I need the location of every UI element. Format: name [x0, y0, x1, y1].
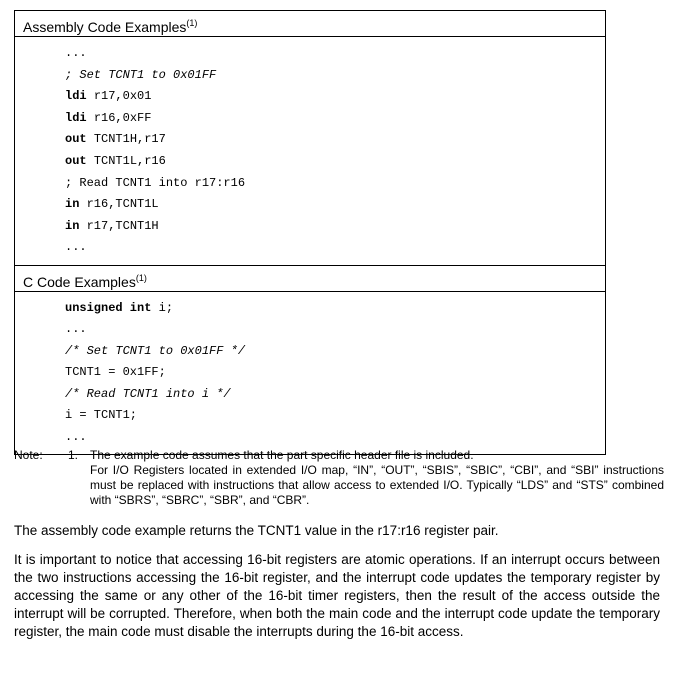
assembly-header: [15, 11, 605, 37]
code-line: [65, 341, 605, 363]
c-code-header: [15, 266, 605, 292]
code-line: in r16,TCNT1L: [65, 197, 159, 212]
code-line: TCNT1 = 0x1FF;: [65, 365, 166, 380]
code-keyword: unsigned int: [65, 300, 152, 315]
note-number: 1.: [68, 448, 79, 462]
code-line: [65, 384, 605, 406]
assembly-footnote-ref: (1): [186, 18, 198, 28]
footnote: [14, 448, 664, 508]
code-mnemonic: in: [65, 218, 80, 233]
note-label: Note:: [14, 448, 43, 462]
code-mnemonic: out: [65, 153, 87, 168]
code-mnemonic: ldi: [65, 89, 87, 104]
code-comment: /* Set TCNT1 to 0x01FF */: [65, 343, 246, 358]
assembly-code-block: [15, 37, 605, 266]
code-line: ...: [65, 46, 87, 60]
code-line: i = TCNT1;: [65, 408, 138, 423]
code-mnemonic: out: [65, 132, 87, 147]
code-mnemonic: ldi: [65, 110, 87, 125]
c-code-header-label: C Code Examples: [23, 273, 136, 290]
code-line: ldi r17,0x01: [65, 89, 152, 104]
c-code-footnote-ref: (1): [135, 272, 147, 283]
note-line-1: The example code assumes that the part specific header file is included.: [90, 448, 474, 462]
code-examples-table: [14, 10, 606, 455]
paragraph-2: It is important to notice that accessing 16-bit registers are atomic operations. If an interrupt occurs between the two instructions accessing the 16-bit register, and the interrupt code updates the temporary register by accessing the same or any other of the 16-bit timer registers, then the result of the access outside the interrupt will be corrupted. Therefore, when both the main code and the interrupt code update the temporary register, the main code must disable the interrupts during the 16-bit access.: [14, 552, 660, 639]
code-line: in r17,TCNT1H: [65, 218, 159, 233]
code-line: out TCNT1L,r16: [65, 153, 166, 168]
code-comment: /* Read TCNT1 into i */: [65, 386, 231, 401]
code-mnemonic: in: [65, 197, 80, 212]
assembly-header-label: Assembly Code Examples: [23, 19, 187, 35]
paragraph-1: The assembly code example returns the TCNT1 value in the r17:r16 register pair.: [14, 523, 499, 538]
code-line: ldi r16,0xFF: [65, 110, 152, 125]
code-comment: ; Set TCNT1 to 0x01FF: [65, 67, 217, 82]
code-line: unsigned int i;: [65, 300, 174, 315]
note-line-2: For I/O Registers located in extended I/O map, “IN”, “OUT”, “SBIS”, “SBIC”, “CBI”, and “SBI” instructions must be replaced with instructions that allow access to extended I/O. Typically “LDS” and “STS” combined with “SBRS”, “SBRC”, “SBR”, and “CBR”.: [90, 463, 664, 507]
c-code-block: [15, 292, 605, 455]
code-line: [65, 65, 605, 87]
code-line: ; Read TCNT1 into r17:r16: [65, 175, 246, 190]
code-line: ...: [65, 240, 87, 255]
code-line: ...: [65, 322, 87, 337]
code-line: ...: [65, 429, 87, 444]
code-line: out TCNT1H,r17: [65, 132, 166, 147]
